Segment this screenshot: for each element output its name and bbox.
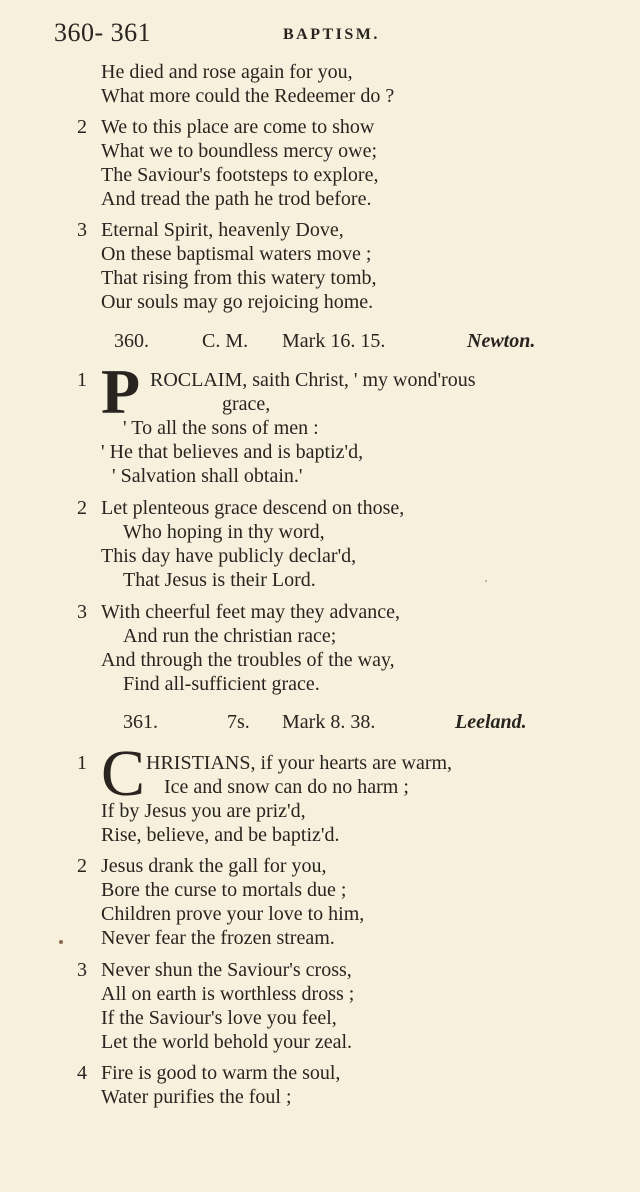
verse-number: 2 bbox=[77, 855, 87, 877]
hymn-meter: 7s. bbox=[227, 711, 250, 733]
verse-line: Let the world behold your zeal. bbox=[101, 1031, 353, 1053]
verse-line: All on earth is worthless dross ; bbox=[101, 983, 355, 1005]
verse-line: With cheerful feet may they advance, bbox=[101, 601, 401, 623]
verse-line: Children prove your love to him, bbox=[101, 903, 365, 925]
verse-line: That Jesus is their Lord. bbox=[123, 569, 316, 591]
verse-line: grace, bbox=[222, 393, 271, 415]
verse-line: Our souls may go rejoicing home. bbox=[101, 291, 374, 313]
verse-line: Never fear the frozen stream. bbox=[101, 927, 335, 949]
drop-cap: P bbox=[101, 356, 141, 427]
hymn-scripture: Mark 8. 38. bbox=[282, 711, 376, 733]
verse-line: Bore the curse to mortals due ; bbox=[101, 879, 347, 901]
hymn-number: 361. bbox=[123, 711, 158, 733]
verse-number: 3 bbox=[77, 601, 87, 623]
verse-line: ROCLAIM, saith Christ, ' my wond'rous bbox=[150, 369, 476, 391]
verse-number: 2 bbox=[77, 497, 87, 519]
verse-line: Find all-sufficient grace. bbox=[123, 673, 320, 695]
verse-line: Fire is good to warm the soul, bbox=[101, 1062, 341, 1084]
hymn-scripture: Mark 16. 15. bbox=[282, 330, 386, 352]
verse-line: ' To all the sons of men : bbox=[123, 417, 319, 439]
ink-speck bbox=[59, 940, 63, 944]
verse-line: ' He that believes and is baptiz'd, bbox=[101, 441, 364, 463]
hymn-tune: Newton. bbox=[467, 330, 536, 352]
verse-line: Never shun the Saviour's cross, bbox=[101, 959, 352, 981]
running-title: BAPTISM. bbox=[283, 26, 380, 43]
drop-cap: C bbox=[101, 737, 146, 810]
verse-line: If the Saviour's love you feel, bbox=[101, 1007, 337, 1029]
verse-line: Who hoping in thy word, bbox=[123, 521, 325, 543]
verse-line: Jesus drank the gall for you, bbox=[101, 855, 327, 877]
verse-number: 1 bbox=[77, 369, 87, 391]
verse-line: HRISTIANS, if your hearts are warm, bbox=[146, 752, 453, 774]
verse-line: We to this place are come to show bbox=[101, 116, 375, 138]
verse-line: The Saviour's footsteps to explore, bbox=[101, 164, 379, 186]
verse-line: On these baptismal waters move ; bbox=[101, 243, 372, 265]
verse-line: That rising from this watery tomb, bbox=[101, 267, 377, 289]
verse-line: And through the troubles of the way, bbox=[101, 649, 395, 671]
verse-line: ' Salvation shall obtain.' bbox=[112, 465, 303, 487]
verse-number: 4 bbox=[77, 1062, 87, 1084]
verse-line: Rise, believe, and be baptiz'd. bbox=[101, 824, 340, 846]
verse-line: Water purifies the foul ; bbox=[101, 1086, 292, 1108]
verse-line: Ice and snow can do no harm ; bbox=[164, 776, 409, 798]
verse-line: And tread the path he trod before. bbox=[101, 188, 372, 210]
verse-line: And run the christian race; bbox=[123, 625, 337, 647]
page-numbers: 360- 361 bbox=[54, 18, 152, 47]
hymn-tune: Leeland. bbox=[455, 711, 527, 733]
verse-line: What we to boundless mercy owe; bbox=[101, 140, 378, 162]
verse-line: Let plenteous grace descend on those, bbox=[101, 497, 405, 519]
ink-speck bbox=[485, 580, 487, 582]
verse-number: 1 bbox=[77, 752, 87, 774]
verse-number: 3 bbox=[77, 219, 87, 241]
verse-number: 3 bbox=[77, 959, 87, 981]
verse-line: This day have publicly declar'd, bbox=[101, 545, 357, 567]
verse-number: 2 bbox=[77, 116, 87, 138]
verse-line: What more could the Redeemer do ? bbox=[101, 85, 395, 107]
verse-line: He died and rose again for you, bbox=[101, 61, 353, 83]
verse-line: If by Jesus you are priz'd, bbox=[101, 800, 306, 822]
verse-line: Eternal Spirit, heavenly Dove, bbox=[101, 219, 344, 241]
hymn-meter: C. M. bbox=[202, 330, 249, 352]
hymn-number: 360. bbox=[114, 330, 149, 352]
